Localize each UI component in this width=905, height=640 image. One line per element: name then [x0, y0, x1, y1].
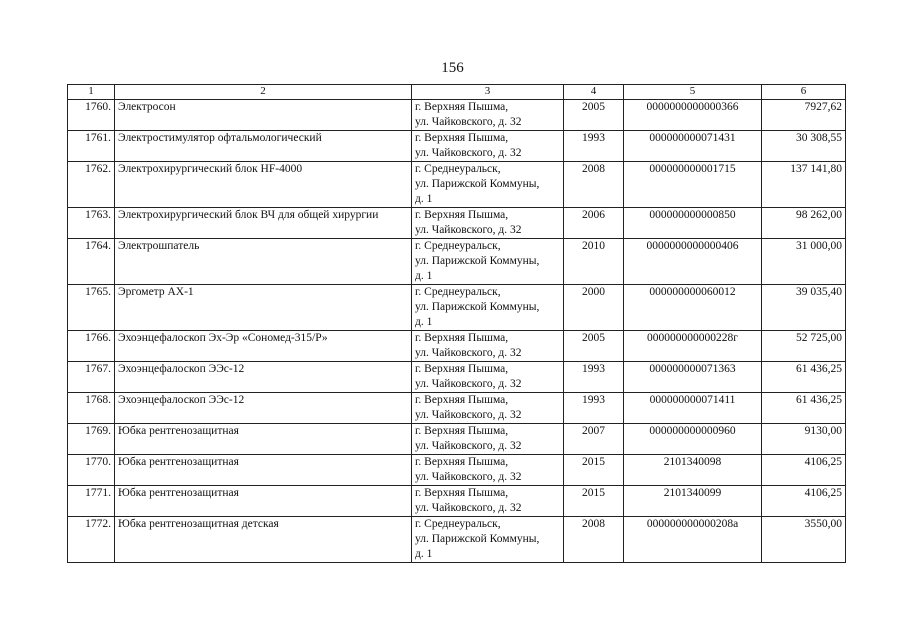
- item-year: 2005: [564, 331, 624, 362]
- inventory-number: 000000000000850: [624, 208, 762, 239]
- table-row: [68, 517, 846, 563]
- item-year: 2006: [564, 208, 624, 239]
- address-line: ул. Чайковского, д. 32: [415, 347, 522, 359]
- row-number: 1768.: [68, 393, 115, 424]
- item-year: 2008: [564, 517, 624, 563]
- item-name: Эхоэнцефалоскоп ЭЭс-12: [115, 362, 412, 393]
- inventory-number: 000000000060012: [624, 285, 762, 331]
- address-line: г. Среднеуральск,: [415, 163, 501, 175]
- address-line: ул. Чайковского, д. 32: [415, 409, 522, 421]
- item-name: Эхоэнцефалоскоп ЭЭс-12: [115, 393, 412, 424]
- address-line: ул. Чайковского, д. 32: [415, 224, 522, 236]
- inventory-number: 000000000071363: [624, 362, 762, 393]
- item-name: Юбка рентгенозащитная: [115, 455, 412, 486]
- item-name: Эхоэнцефалоскоп Эх-Эр «Сономед-315/Р»: [115, 331, 412, 362]
- address-line: ул. Парижской Коммуны,: [415, 533, 540, 545]
- header-col-3: 3: [412, 85, 564, 100]
- inventory-number: 0000000000000366: [624, 100, 762, 131]
- table-row: [68, 239, 846, 285]
- item-address: [412, 517, 564, 563]
- item-name: Электросон: [115, 100, 412, 131]
- item-amount: 4106,25: [762, 486, 846, 517]
- item-year: 2008: [564, 162, 624, 208]
- address-line: г. Среднеуральск,: [415, 518, 501, 530]
- inventory-number: 000000000071431: [624, 131, 762, 162]
- address-line: д. 1: [415, 270, 433, 282]
- table-row: [68, 208, 846, 239]
- header-col-4: 4: [564, 85, 624, 100]
- table-row: [68, 455, 846, 486]
- item-amount: 61 436,25: [762, 393, 846, 424]
- address-line: г. Верхняя Пышма,: [415, 363, 509, 375]
- item-address: [412, 208, 564, 239]
- item-address: [412, 100, 564, 131]
- item-name: Юбка рентгенозащитная: [115, 486, 412, 517]
- inventory-number: 000000000071411: [624, 393, 762, 424]
- address-line: д. 1: [415, 548, 433, 560]
- item-name: Электростимулятор офтальмологический: [115, 131, 412, 162]
- item-address: [412, 362, 564, 393]
- item-name: Электрохирургический блок HF-4000: [115, 162, 412, 208]
- address-line: г. Верхняя Пышма,: [415, 394, 509, 406]
- address-line: г. Верхняя Пышма,: [415, 425, 509, 437]
- table-header: [68, 85, 846, 100]
- item-year: 1993: [564, 393, 624, 424]
- item-address: [412, 424, 564, 455]
- address-line: г. Верхняя Пышма,: [415, 209, 509, 221]
- item-name: Электрохирургический блок ВЧ для общей хирургии: [115, 208, 412, 239]
- row-number: 1764.: [68, 239, 115, 285]
- item-year: 2007: [564, 424, 624, 455]
- item-address: [412, 455, 564, 486]
- item-address: [412, 239, 564, 285]
- address-line: ул. Парижской Коммуны,: [415, 255, 540, 267]
- address-line: д. 1: [415, 316, 433, 328]
- item-amount: 9130,00: [762, 424, 846, 455]
- table-row: [68, 285, 846, 331]
- table-row: [68, 331, 846, 362]
- address-line: г. Среднеуральск,: [415, 240, 501, 252]
- address-line: ул. Чайковского, д. 32: [415, 378, 522, 390]
- row-number: 1763.: [68, 208, 115, 239]
- header-row: [68, 85, 846, 100]
- row-number: 1769.: [68, 424, 115, 455]
- item-name: Юбка рентгенозащитная детская: [115, 517, 412, 563]
- item-year: 2005: [564, 100, 624, 131]
- item-name: Юбка рентгенозащитная: [115, 424, 412, 455]
- table-row: [68, 424, 846, 455]
- address-line: г. Верхняя Пышма,: [415, 487, 509, 499]
- item-address: [412, 331, 564, 362]
- table-row: [68, 362, 846, 393]
- address-line: ул. Парижской Коммуны,: [415, 301, 540, 313]
- header-col-6: 6: [762, 85, 846, 100]
- item-year: 2010: [564, 239, 624, 285]
- address-line: ул. Чайковского, д. 32: [415, 471, 522, 483]
- item-address: [412, 162, 564, 208]
- inventory-number: 000000000000960: [624, 424, 762, 455]
- address-line: ул. Чайковского, д. 32: [415, 116, 522, 128]
- table-body: [68, 100, 846, 563]
- item-amount: 98 262,00: [762, 208, 846, 239]
- item-year: 2000: [564, 285, 624, 331]
- item-amount: 52 725,00: [762, 331, 846, 362]
- registry-table: [67, 84, 846, 563]
- row-number: 1771.: [68, 486, 115, 517]
- row-number: 1761.: [68, 131, 115, 162]
- address-line: ул. Чайковского, д. 32: [415, 440, 522, 452]
- header-col-2: 2: [115, 85, 412, 100]
- address-line: г. Верхняя Пышма,: [415, 101, 509, 113]
- item-amount: 39 035,40: [762, 285, 846, 331]
- row-number: 1770.: [68, 455, 115, 486]
- item-year: 2015: [564, 486, 624, 517]
- item-amount: 61 436,25: [762, 362, 846, 393]
- address-line: г. Среднеуральск,: [415, 286, 501, 298]
- address-line: ул. Чайковского, д. 32: [415, 147, 522, 159]
- item-name: Электрошпатель: [115, 239, 412, 285]
- address-line: ул. Парижской Коммуны,: [415, 178, 540, 190]
- item-year: 2015: [564, 455, 624, 486]
- address-line: д. 1: [415, 193, 433, 205]
- inventory-number: 000000000000208а: [624, 517, 762, 563]
- header-col-5: 5: [624, 85, 762, 100]
- item-amount: 3550,00: [762, 517, 846, 563]
- table-row: [68, 131, 846, 162]
- row-number: 1765.: [68, 285, 115, 331]
- item-address: [412, 393, 564, 424]
- inventory-number: 000000000001715: [624, 162, 762, 208]
- table-row: [68, 100, 846, 131]
- item-amount: 137 141,80: [762, 162, 846, 208]
- header-col-1: 1: [68, 85, 115, 100]
- item-year: 1993: [564, 362, 624, 393]
- item-year: 1993: [564, 131, 624, 162]
- address-line: г. Верхняя Пышма,: [415, 456, 509, 468]
- item-address: [412, 486, 564, 517]
- inventory-number: 0000000000000406: [624, 239, 762, 285]
- item-amount: 4106,25: [762, 455, 846, 486]
- item-amount: 30 308,55: [762, 131, 846, 162]
- item-address: [412, 285, 564, 331]
- address-line: ул. Чайковского, д. 32: [415, 502, 522, 514]
- row-number: 1766.: [68, 331, 115, 362]
- inventory-number: 000000000000228г: [624, 331, 762, 362]
- inventory-number: 2101340098: [624, 455, 762, 486]
- row-number: 1767.: [68, 362, 115, 393]
- address-line: г. Верхняя Пышма,: [415, 332, 509, 344]
- item-amount: 7927,62: [762, 100, 846, 131]
- row-number: 1762.: [68, 162, 115, 208]
- table-row: [68, 162, 846, 208]
- row-number: 1760.: [68, 100, 115, 131]
- item-address: [412, 131, 564, 162]
- table-row: [68, 393, 846, 424]
- address-line: г. Верхняя Пышма,: [415, 132, 509, 144]
- item-amount: 31 000,00: [762, 239, 846, 285]
- item-name: Эргометр АХ-1: [115, 285, 412, 331]
- row-number: 1772.: [68, 517, 115, 563]
- inventory-number: 2101340099: [624, 486, 762, 517]
- page-number: 156: [441, 60, 464, 76]
- table-row: [68, 486, 846, 517]
